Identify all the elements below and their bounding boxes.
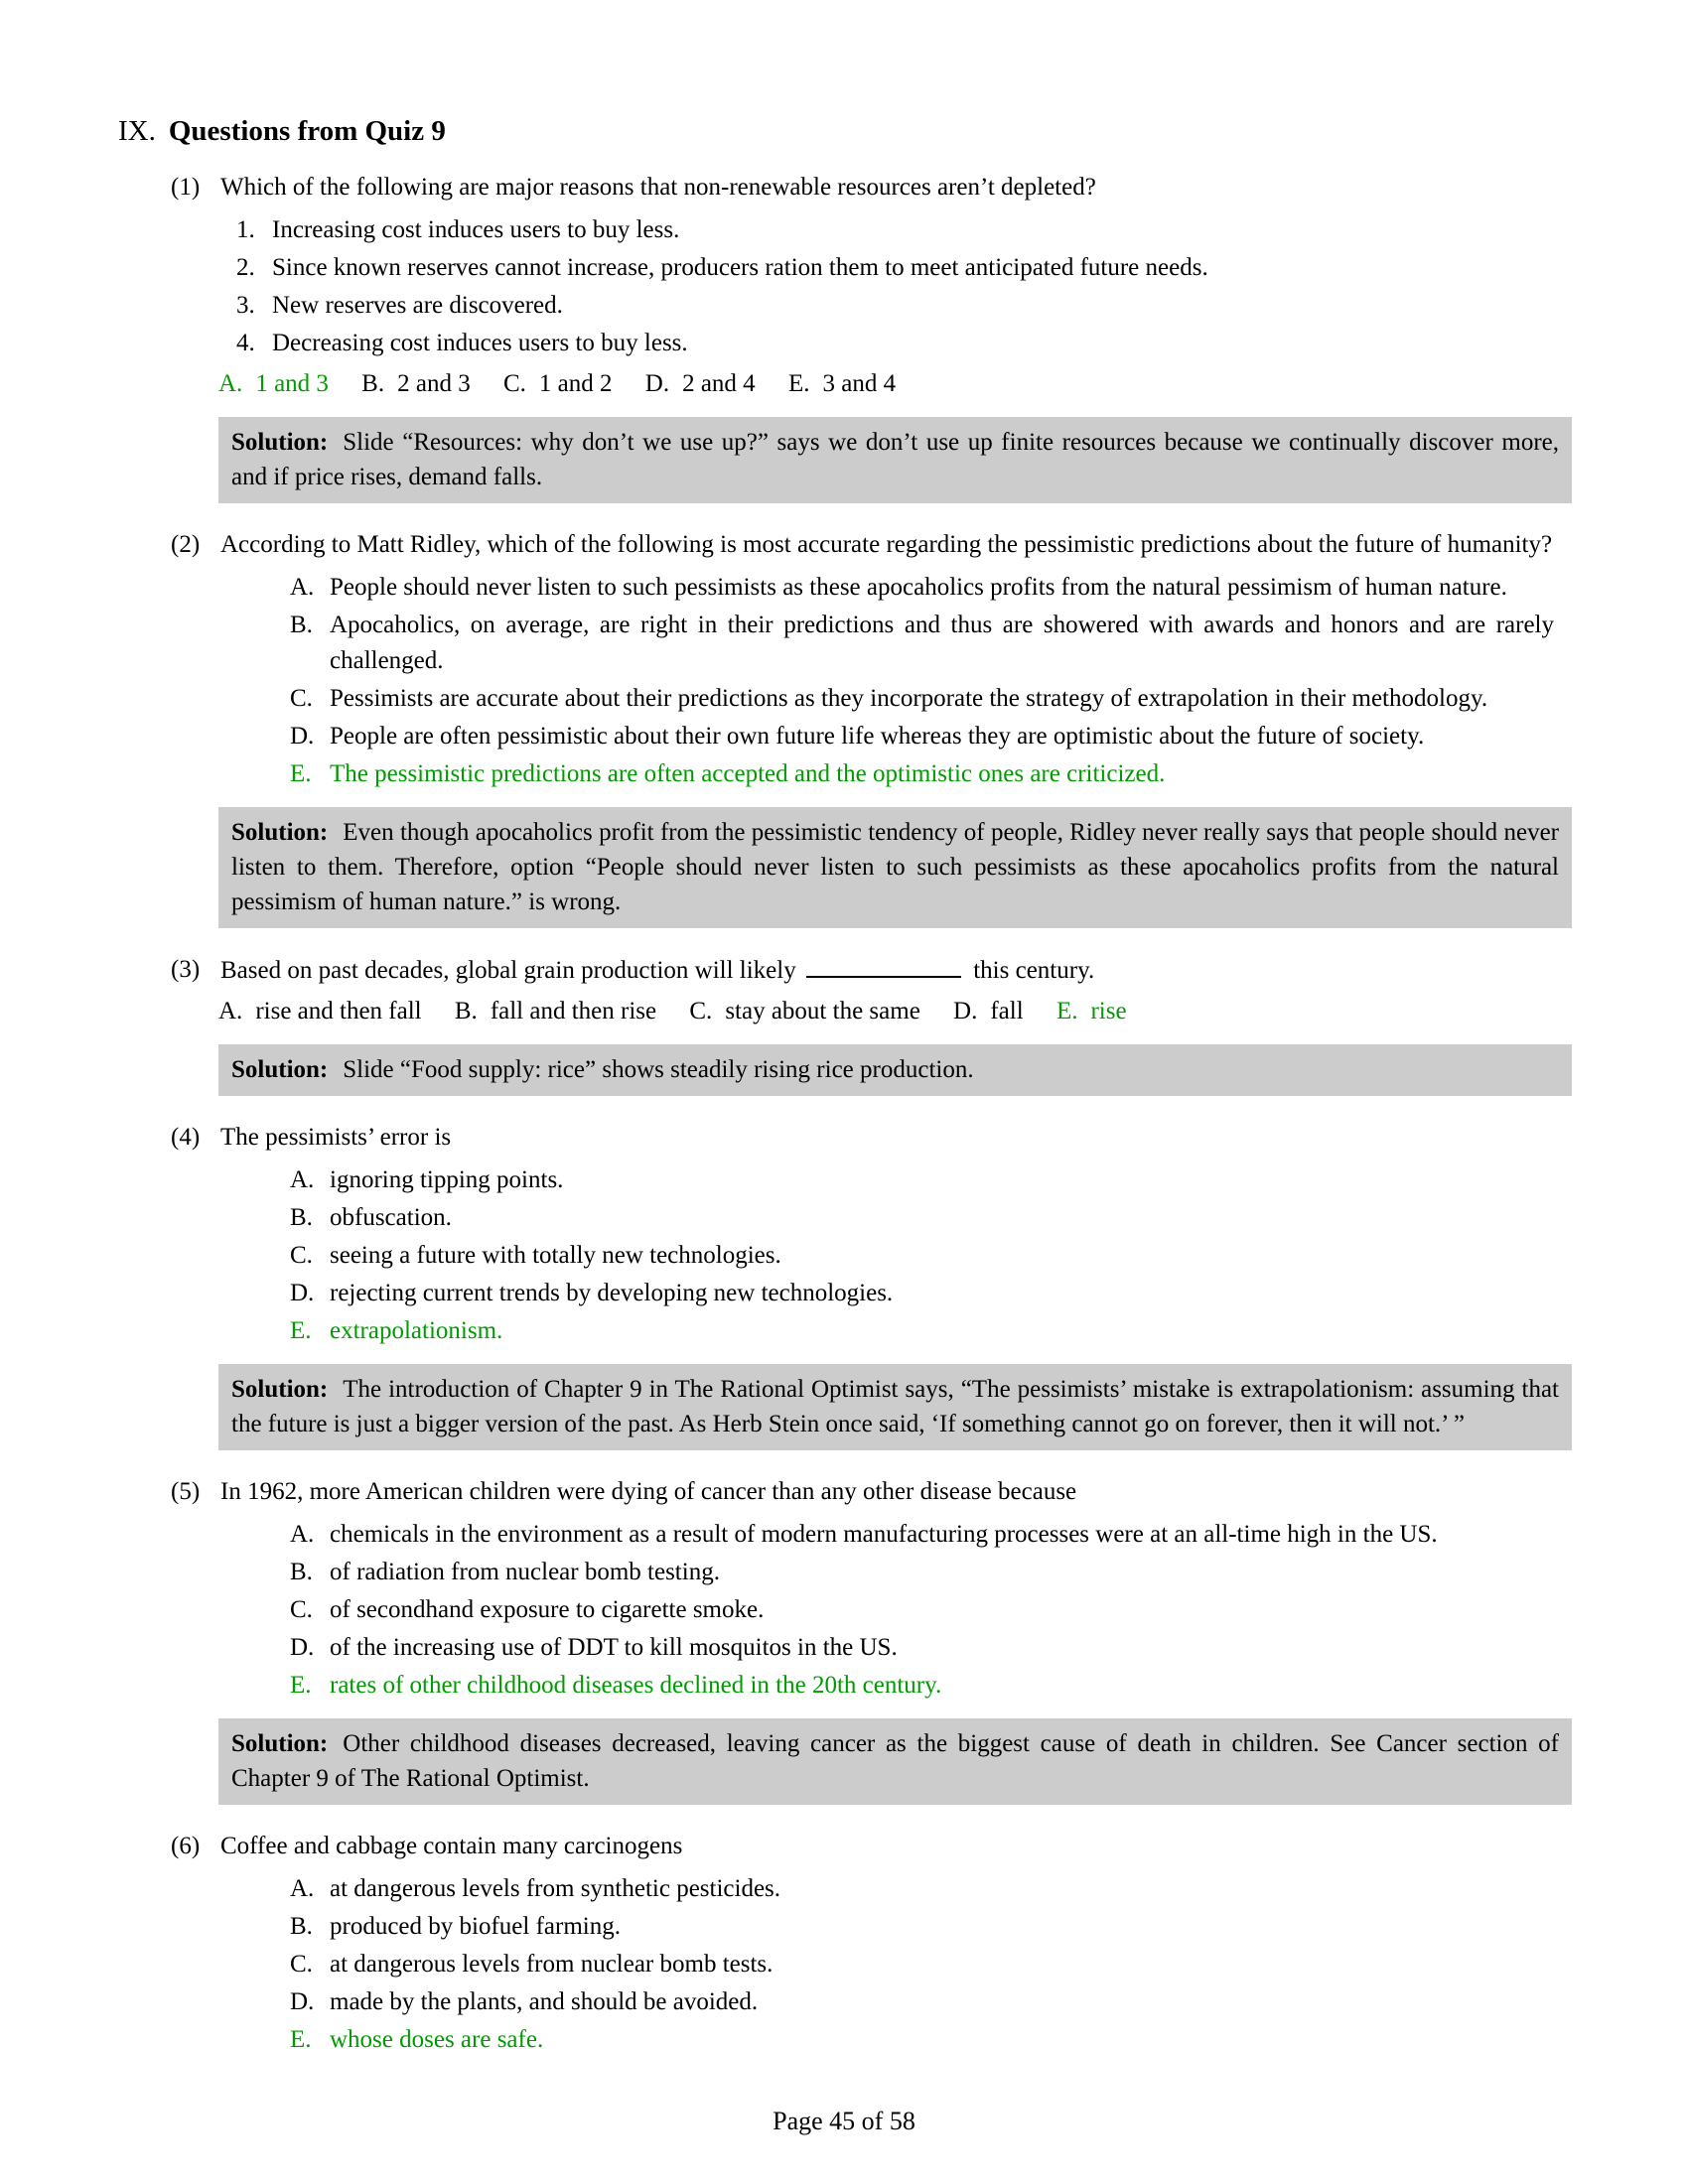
question-number: (3) [171, 956, 201, 983]
item-text: Decreasing cost induces users to buy less. [272, 330, 688, 356]
option-letter: A. [290, 574, 315, 601]
choice-a-correct [218, 366, 329, 402]
option-text: seeing a future with totally new technologies. [330, 1242, 781, 1269]
option-text: People should never listen to such pessimists as these apocaholics profits from the natural pessimism of human nature. [330, 574, 1507, 601]
option-text: obfuscation. [330, 1204, 452, 1231]
option-text: rejecting current trends by developing new technologies. [330, 1280, 894, 1306]
choice-text: rise [1090, 998, 1127, 1024]
option-a [220, 1517, 1554, 1553]
option-e-correct [220, 1668, 1554, 1704]
option-text: People are often pessimistic about their own future life whereas they are optimistic about the future of society. [330, 723, 1425, 750]
choice-letter: C. [502, 370, 526, 397]
question-number: (2) [171, 531, 201, 558]
option-letter: C. [290, 685, 313, 712]
choice-letter: A. [218, 998, 243, 1024]
choice-d [953, 994, 1024, 1029]
question-5-stem [171, 1474, 1554, 1510]
solution-box-1 [218, 417, 1572, 503]
solution-box-4 [218, 1364, 1572, 1450]
option-letter: B. [290, 612, 313, 638]
question-number: (1) [171, 174, 201, 201]
question-text-before-blank: Based on past decades, global grain production will likely [220, 957, 796, 984]
question-text-after-blank: this century. [973, 957, 1095, 984]
option-text: extrapolationism. [330, 1317, 503, 1344]
option-letter: A. [290, 1166, 315, 1193]
option-letter: E. [290, 1317, 312, 1344]
option-c [220, 1947, 1554, 1982]
choice-d [645, 366, 756, 402]
solution-box-5 [218, 1718, 1572, 1805]
option-b [220, 1909, 1554, 1945]
option-letter: D. [290, 1634, 315, 1661]
option-text: at dangerous levels from synthetic pesticides. [330, 1875, 781, 1902]
option-e-correct [220, 1313, 1554, 1349]
question-3 [0, 952, 1688, 1096]
option-e-correct [220, 2022, 1554, 2058]
item-number: 4. [236, 330, 255, 356]
section-number: IX. [118, 115, 156, 147]
option-letter: E. [290, 2026, 312, 2053]
option-letter: C. [290, 1951, 313, 1978]
option-c [220, 1592, 1554, 1628]
choice-letter: B. [454, 998, 478, 1024]
question-number: (4) [171, 1124, 201, 1151]
item-number: 3. [236, 292, 255, 319]
option-text: produced by biofuel farming. [330, 1913, 621, 1940]
choice-letter: E. [1055, 998, 1078, 1024]
question-1-stem [171, 170, 1554, 205]
question-2 [0, 527, 1688, 928]
question-text: In 1962, more American children were dying of cancer than any other disease because [220, 1478, 1077, 1505]
solution-label: Solution: [231, 819, 329, 846]
question-5-options [220, 1517, 1554, 1704]
choice-text: fall and then rise [490, 998, 657, 1024]
item-text: Increasing cost induces users to buy less. [272, 216, 680, 243]
option-text: Apocaholics, on average, are right in their predictions and thus are showered with awards and honors and are rarely challenged. [330, 612, 1554, 674]
option-text: whose doses are safe. [330, 2026, 544, 2053]
solution-box-3 [218, 1044, 1572, 1096]
question-4 [0, 1120, 1688, 1450]
question-6-stem [171, 1829, 1554, 1864]
choice-letter: B. [361, 370, 385, 397]
choice-text: fall [990, 998, 1024, 1024]
solution-text: Other childhood diseases decreased, leaving cancer as the biggest cause of death in children. See Cancer section of Chapter 9 of The Rational Optimist. [231, 1730, 1559, 1792]
option-b [220, 608, 1554, 679]
question-3-stem [171, 952, 1554, 989]
solution-text: Slide “Food supply: rice” shows steadily rising rice production. [343, 1056, 974, 1083]
option-letter: C. [290, 1242, 313, 1269]
choice-letter: C. [689, 998, 713, 1024]
choice-text: stay about the same [725, 998, 920, 1024]
question-2-stem [171, 527, 1554, 563]
item-number: 2. [236, 254, 255, 281]
solution-label: Solution: [231, 1056, 329, 1083]
option-letter: B. [290, 1204, 313, 1231]
solution-text: Slide “Resources: why don’t we use up?” says we don’t use up finite resources because we continually discover more, and if price rises, demand falls. [231, 429, 1559, 490]
option-letter: C. [290, 1596, 313, 1623]
section-title: Questions from Quiz 9 [168, 115, 446, 147]
page-footer: Page 45 of 58 [773, 2107, 915, 2135]
option-d [220, 1984, 1554, 2020]
solution-text: Even though apocaholics profit from the pessimistic tendency of people, Ridley never really says that people should never listen to them. Therefore, option “People should never listen to such pessimists as these apocaholics profits from the natural pessimism of human nature.” is wrong. [231, 819, 1559, 915]
option-text: of radiation from nuclear bomb testing. [330, 1559, 720, 1585]
option-a [220, 1871, 1554, 1907]
option-text: rates of other childhood diseases declined in the 20th century. [330, 1672, 942, 1699]
choice-text: 2 and 4 [682, 370, 756, 397]
option-letter: E. [290, 760, 312, 787]
question-2-options [220, 570, 1554, 792]
choice-text: 3 and 4 [822, 370, 897, 397]
option-b [220, 1555, 1554, 1590]
option-text: ignoring tipping points. [330, 1166, 564, 1193]
solution-label: Solution: [231, 429, 329, 456]
choice-text: 2 and 3 [397, 370, 471, 397]
solution-label: Solution: [231, 1730, 329, 1757]
option-text: at dangerous levels from nuclear bomb tests. [330, 1951, 774, 1978]
choice-letter: D. [644, 370, 670, 397]
option-letter: E. [290, 1672, 312, 1699]
section-heading [118, 0, 1688, 151]
choice-b [361, 366, 471, 402]
question-4-stem [171, 1120, 1554, 1156]
choice-text: 1 and 3 [255, 370, 329, 397]
question-text: Coffee and cabbage contain many carcinogens [220, 1833, 683, 1859]
option-text: of the increasing use of DDT to kill mosquitos in the US. [330, 1634, 898, 1661]
fill-in-blank-line [806, 952, 961, 978]
solution-box-2 [218, 807, 1572, 928]
question-4-options [220, 1162, 1554, 1349]
option-b [220, 1200, 1554, 1236]
option-letter: D. [290, 1280, 315, 1306]
choice-e-correct [1056, 994, 1127, 1029]
choice-text: 1 and 2 [538, 370, 613, 397]
solution-label: Solution: [231, 1376, 329, 1403]
list-item [220, 326, 1554, 361]
option-c [220, 681, 1554, 717]
choice-a [218, 994, 422, 1029]
item-text: New reserves are discovered. [272, 292, 563, 319]
item-number: 1. [236, 216, 255, 243]
question-text: Which of the following are major reasons that non-renewable resources aren’t depleted? [220, 174, 1096, 201]
question-1-choices [218, 366, 1554, 402]
list-item [220, 250, 1554, 286]
option-letter: A. [290, 1875, 315, 1902]
question-number: (5) [171, 1478, 201, 1505]
option-letter: A. [290, 1521, 315, 1548]
choice-e [788, 366, 896, 402]
choice-letter: A. [218, 370, 243, 397]
choice-c [503, 366, 613, 402]
option-a [220, 570, 1554, 606]
option-letter: B. [290, 1913, 313, 1940]
option-letter: B. [290, 1559, 313, 1585]
option-e-correct [220, 756, 1554, 792]
option-c [220, 1238, 1554, 1274]
option-text: The pessimistic predictions are often accepted and the optimistic ones are criticized. [330, 760, 1166, 787]
question-number: (6) [171, 1833, 201, 1859]
option-text: of secondhand exposure to cigarette smoke. [330, 1596, 765, 1623]
option-letter: D. [290, 723, 315, 750]
choice-b [455, 994, 656, 1029]
question-6 [0, 1829, 1688, 2058]
item-text: Since known reserves cannot increase, producers ration them to meet anticipated future needs. [272, 254, 1208, 281]
question-text: The pessimists’ error is [220, 1124, 452, 1151]
question-3-choices [218, 994, 1554, 1029]
choice-letter: D. [953, 998, 978, 1024]
question-1 [0, 170, 1688, 503]
solution-text: The introduction of Chapter 9 in The Rational Optimist says, “The pessimists’ mistake is extrapolationism: assuming that the future is just a bigger version of the past. As Herb Stein once said, ‘If something cannot go on forever, then it will not.’ ” [231, 1376, 1559, 1437]
question-6-options [220, 1871, 1554, 2058]
option-d [220, 1630, 1554, 1666]
question-1-items [220, 212, 1554, 361]
option-letter: D. [290, 1988, 315, 2015]
choice-c [689, 994, 919, 1029]
option-a [220, 1162, 1554, 1198]
question-5 [0, 1474, 1688, 1805]
option-text: made by the plants, and should be avoided. [330, 1988, 759, 2015]
option-text: chemicals in the environment as a result of modern manufacturing processes were at an all-time high in the US. [330, 1521, 1438, 1548]
option-d [220, 1276, 1554, 1311]
list-item [220, 212, 1554, 248]
list-item [220, 288, 1554, 324]
choice-letter: E. [787, 370, 810, 397]
question-text: According to Matt Ridley, which of the following is most accurate regarding the pessimistic predictions about the future of humanity? [220, 531, 1553, 558]
option-text: Pessimists are accurate about their predictions as they incorporate the strategy of extrapolation in their methodology. [330, 685, 1488, 712]
choice-text: rise and then fall [255, 998, 422, 1024]
option-d [220, 719, 1554, 754]
